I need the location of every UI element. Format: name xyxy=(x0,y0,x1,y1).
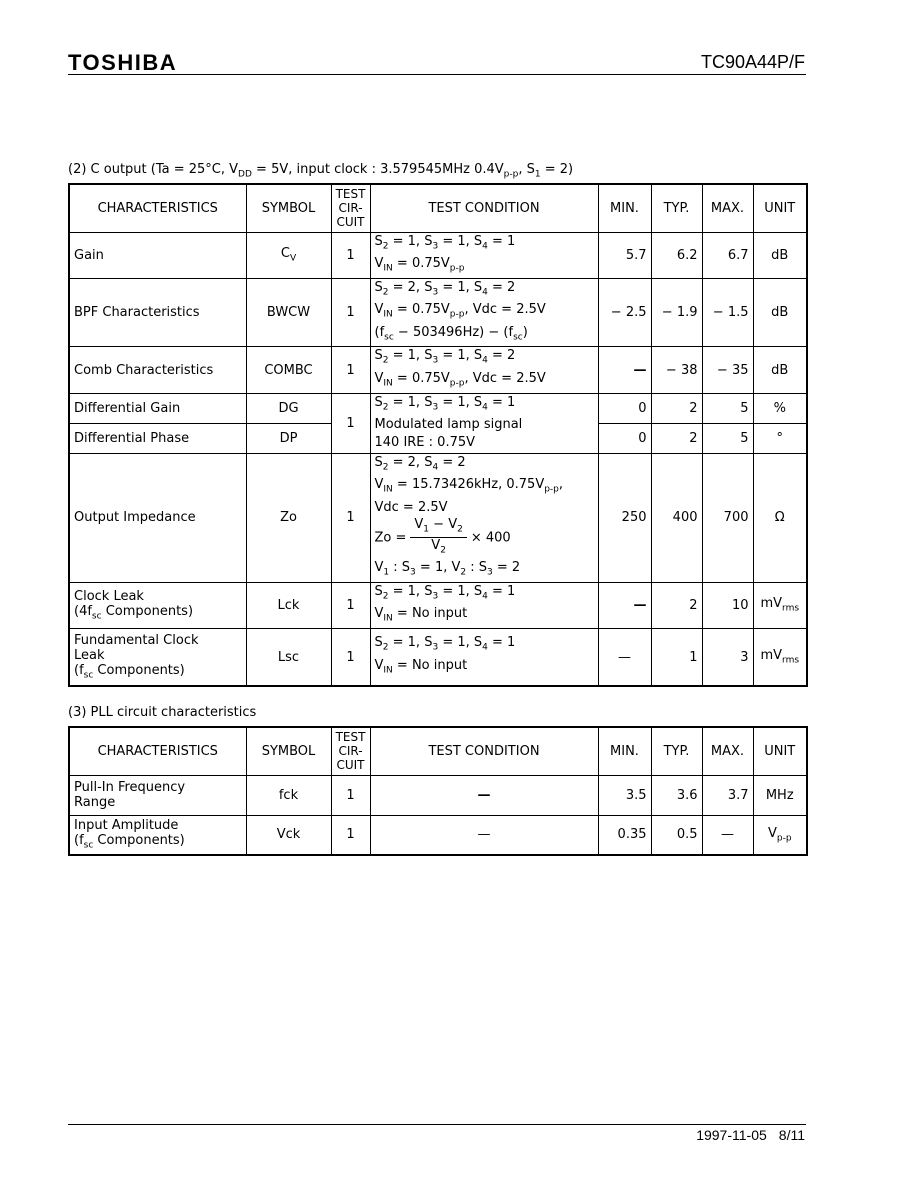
typ-cell: − 38 xyxy=(651,347,702,393)
symbol-cell: DP xyxy=(246,423,331,453)
circuit-cell: 1 xyxy=(331,775,370,815)
col-header: SYMBOL xyxy=(246,184,331,232)
unit-cell: dB xyxy=(753,278,807,347)
c-output-table xyxy=(68,183,808,687)
table-row xyxy=(69,278,807,347)
min-cell: — xyxy=(598,347,651,393)
col-header: MIN. xyxy=(598,184,651,232)
max-cell: 700 xyxy=(702,453,753,582)
symbol-cell: BWCW xyxy=(246,278,331,347)
pll-table xyxy=(68,726,808,856)
char-cell: Clock Leak ($4f_{sc}$ Components) xyxy=(69,582,246,628)
max-cell: 3.7 xyxy=(702,775,753,815)
page-number: 8/11 xyxy=(778,1127,805,1143)
char-cell: Pull-In Frequency Range xyxy=(69,775,246,815)
typ-cell: 2 xyxy=(651,393,702,423)
max-cell: − 35 xyxy=(702,347,753,393)
typ-cell: − 1.9 xyxy=(651,278,702,347)
condition-cell: — xyxy=(370,775,598,815)
typ-cell: 1 xyxy=(651,628,702,686)
symbol-cell: $C_V$ xyxy=(246,232,331,278)
symbol-cell: Lsc xyxy=(246,628,331,686)
part-number: TC90A44P/F xyxy=(700,52,805,72)
condition-cell: $S_2 = 2$, $S_3 = 1$, $S_4 = 2$ $V_{IN} = 0.75V_{p-p}$, Vdc = 2.5V $(f_{sc} - 503496Hz) - (f_{sc})$ xyxy=(370,278,598,347)
header-rule xyxy=(68,74,806,75)
min-cell: 0.35 xyxy=(598,815,651,855)
col-header: CHARACTERISTICS xyxy=(69,184,246,232)
col-header: TEST CIR- CUIT xyxy=(331,184,370,232)
col-header: TEST CIR- CUIT xyxy=(331,727,370,775)
col-header: MIN. xyxy=(598,727,651,775)
table-row xyxy=(69,232,807,278)
unit-cell: dB xyxy=(753,347,807,393)
footer-rule xyxy=(68,1124,806,1125)
table-header-row xyxy=(69,727,807,775)
max-cell: 6.7 xyxy=(702,232,753,278)
typ-cell: 6.2 xyxy=(651,232,702,278)
min-cell: 3.5 xyxy=(598,775,651,815)
min-cell: 250 xyxy=(598,453,651,582)
condition-cell: $S_2 = 1$, $S_3 = 1$, $S_4 = 2$ $V_{IN} = 0.75V_{p-p}$, Vdc = 2.5V xyxy=(370,347,598,393)
char-cell: Differential Gain xyxy=(69,393,246,423)
col-header: TEST CONDITION xyxy=(370,727,598,775)
circuit-cell: 1 xyxy=(331,347,370,393)
col-header: UNIT xyxy=(753,184,807,232)
symbol-cell: fck xyxy=(246,775,331,815)
condition-cell: $S_2 = 1$, $S_3 = 1$, $S_4 = 1$ Modulated lamp signal 140 IRE : 0.75V xyxy=(370,393,598,453)
max-cell: — xyxy=(702,815,753,855)
toshiba-logo: TOSHIBA xyxy=(68,50,178,75)
char-cell: Output Impedance xyxy=(69,453,246,582)
footer xyxy=(684,1127,805,1143)
col-header: UNIT xyxy=(753,727,807,775)
min-cell: 0 xyxy=(598,423,651,453)
col-header: TEST CONDITION xyxy=(370,184,598,232)
unit-cell: Ω xyxy=(753,453,807,582)
symbol-cell: DG xyxy=(246,393,331,423)
unit-cell: ° xyxy=(753,423,807,453)
circuit-cell: 1 xyxy=(331,582,370,628)
min-cell: — xyxy=(598,582,651,628)
unit-cell: % xyxy=(753,393,807,423)
table-row xyxy=(69,393,807,423)
min-cell: — xyxy=(598,628,651,686)
condition-cell: $S_2 = 2$, $S_4 = 2$ $V_{IN} = 15.73426kHz$, $0.75V_{p-p}$, Vdc = 2.5V Zo = $\frac{V_1 - V_2}{V_2}$ × 400 $V_1$ : $S_3 = 1$, $V_2$ : $S_3 = 2$ xyxy=(370,453,598,582)
table-row xyxy=(69,628,807,686)
table-header-row xyxy=(69,184,807,232)
col-header: TYP. xyxy=(651,727,702,775)
col-header: TYP. xyxy=(651,184,702,232)
col-header: MAX. xyxy=(702,727,753,775)
typ-cell: 3.6 xyxy=(651,775,702,815)
impedance-formula: Zo = $\frac{V_1 - V_2}{V_2}$ × 400 xyxy=(374,516,511,557)
condition-cell: $S_2 = 1$, $S_3 = 1$, $S_4 = 1$ $V_{IN} = 0.75V_{p-p}$ xyxy=(370,232,598,278)
symbol-cell: Zo xyxy=(246,453,331,582)
char-cell: Input Amplitude ($f_{sc}$ Components) xyxy=(69,815,246,855)
circuit-cell: 1 xyxy=(331,393,370,453)
char-cell: BPF Characteristics xyxy=(69,278,246,347)
table-row xyxy=(69,815,807,855)
min-cell: − 2.5 xyxy=(598,278,651,347)
max-cell: 5 xyxy=(702,393,753,423)
col-header: SYMBOL xyxy=(246,727,331,775)
circuit-cell: 1 xyxy=(331,278,370,347)
section3-caption: (3) PLL circuit characteristics xyxy=(68,705,257,720)
circuit-cell: 1 xyxy=(331,815,370,855)
typ-cell: 2 xyxy=(651,423,702,453)
unit-cell: MHz xyxy=(753,775,807,815)
max-cell: 10 xyxy=(702,582,753,628)
condition-cell: $S_2 = 1$, $S_3 = 1$, $S_4 = 1$ $V_{IN} = No$ input xyxy=(370,582,598,628)
symbol-cell: Lck xyxy=(246,582,331,628)
col-header: MAX. xyxy=(702,184,753,232)
condition-cell: — xyxy=(370,815,598,855)
min-cell: 0 xyxy=(598,393,651,423)
circuit-cell: 1 xyxy=(331,628,370,686)
section2-caption xyxy=(68,162,573,180)
table-row xyxy=(69,582,807,628)
max-cell: − 1.5 xyxy=(702,278,753,347)
col-header: CHARACTERISTICS xyxy=(69,727,246,775)
table-row xyxy=(69,453,807,582)
min-cell: 5.7 xyxy=(598,232,651,278)
section2-caption-text: (2) C output (Ta = 25°C, $V_{DD} = 5V$, input clock : 3.579545MHz $0.4V_{p-p}$, $S_1 = 2$) xyxy=(68,162,574,180)
char-cell: Comb Characteristics xyxy=(69,347,246,393)
typ-cell: 400 xyxy=(651,453,702,582)
symbol-cell: Vck xyxy=(246,815,331,855)
circuit-cell: 1 xyxy=(331,232,370,278)
circuit-cell: 1 xyxy=(331,453,370,582)
unit-cell: $mV_{rms}$ xyxy=(753,582,807,628)
typ-cell: 0.5 xyxy=(651,815,702,855)
char-cell: Gain xyxy=(69,232,246,278)
typ-cell: 2 xyxy=(651,582,702,628)
max-cell: 5 xyxy=(702,423,753,453)
table-row xyxy=(69,347,807,393)
condition-cell: $S_2 = 1$, $S_3 = 1$, $S_4 = 1$ $V_{IN} = No$ input xyxy=(370,628,598,686)
footer-date: 1997-11-05 xyxy=(696,1127,767,1143)
char-cell: Fundamental Clock Leak ($f_{sc}$ Components) xyxy=(69,628,246,686)
symbol-cell: COMBC xyxy=(246,347,331,393)
unit-cell: $V_{p-p}$ xyxy=(753,815,807,855)
unit-cell: dB xyxy=(753,232,807,278)
unit-cell: $mV_{rms}$ xyxy=(753,628,807,686)
table-row xyxy=(69,775,807,815)
max-cell: 3 xyxy=(702,628,753,686)
char-cell: Differential Phase xyxy=(69,423,246,453)
